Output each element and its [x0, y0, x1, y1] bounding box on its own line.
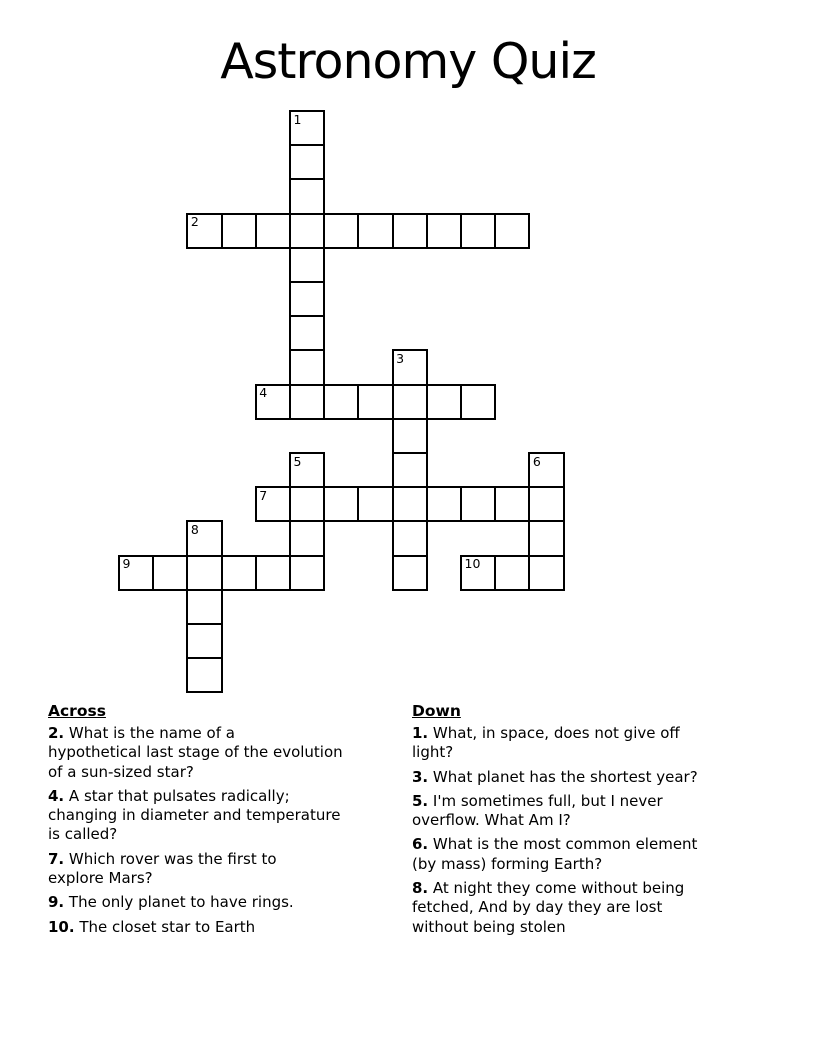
crossword-cell[interactable] — [289, 520, 325, 556]
clue-number: 4. — [48, 786, 65, 805]
clue-item — [412, 879, 770, 937]
crossword-cell[interactable] — [186, 555, 222, 591]
clue-item — [412, 835, 770, 874]
cell-number: 4 — [259, 385, 268, 401]
clue-line: (by mass) forming Earth? — [412, 854, 603, 873]
clue-line: 7. Which rover was the first to — [48, 849, 277, 868]
clue-line: 5. I'm sometimes full, but I never — [412, 791, 663, 810]
clue-item — [48, 724, 412, 782]
crossword-cell[interactable] — [392, 349, 428, 385]
clue-number: 8. — [412, 879, 429, 898]
crossword-cell[interactable] — [426, 213, 462, 249]
crossword-cell[interactable] — [460, 486, 496, 522]
clue-line: without being stolen — [412, 917, 566, 936]
crossword-cell[interactable] — [221, 555, 257, 591]
across-clue-list — [48, 724, 412, 937]
crossword-cell[interactable] — [392, 555, 428, 591]
down-clue-list — [412, 724, 770, 937]
clues-section — [48, 702, 770, 942]
clue-number: 9. — [48, 893, 65, 912]
clue-number: 7. — [48, 849, 65, 868]
clue-line: 10. The closet star to Earth — [48, 917, 256, 936]
cell-number: 1 — [293, 111, 302, 127]
clue-line: 1. What, in space, does not give off — [412, 724, 680, 742]
crossword-cell[interactable] — [186, 623, 222, 659]
clue-line: explore Mars? — [48, 869, 153, 888]
clues-down-column — [412, 702, 770, 942]
crossword-cell[interactable] — [289, 315, 325, 351]
crossword-cell[interactable] — [255, 213, 291, 249]
crossword-cell[interactable] — [528, 486, 564, 522]
crossword-cell[interactable] — [494, 213, 530, 249]
clue-number: 2. — [48, 724, 65, 742]
crossword-cell[interactable] — [460, 213, 496, 249]
crossword-cell[interactable] — [528, 555, 564, 591]
cell-number: 6 — [532, 453, 541, 469]
crossword-cell[interactable] — [392, 452, 428, 488]
cell-number: 10 — [464, 556, 481, 572]
clue-item — [412, 792, 770, 831]
clue-line: 2. What is the name of a — [48, 724, 235, 742]
crossword-cell[interactable] — [323, 384, 359, 420]
clue-line: changing in diameter and temperature — [48, 806, 341, 825]
clue-item — [412, 768, 770, 787]
crossword-cell[interactable] — [426, 384, 462, 420]
crossword-cell[interactable] — [186, 589, 222, 625]
crossword-cell[interactable] — [392, 486, 428, 522]
clue-line: 3. What planet has the shortest year? — [412, 767, 698, 786]
crossword-cell[interactable] — [323, 213, 359, 249]
clue-line: 8. At night they come without being — [412, 879, 685, 898]
crossword-cell[interactable] — [392, 418, 428, 454]
clue-line: 9. The only planet to have rings. — [48, 893, 294, 912]
crossword-cell[interactable] — [289, 144, 325, 180]
crossword-cell[interactable] — [460, 384, 496, 420]
crossword-cell[interactable] — [186, 213, 222, 249]
clues-across-column — [48, 702, 412, 942]
crossword-cell[interactable] — [289, 452, 325, 488]
crossword-cell[interactable] — [392, 384, 428, 420]
crossword-cell[interactable] — [289, 247, 325, 283]
crossword-cell[interactable] — [255, 555, 291, 591]
clue-line: 6. What is the most common element — [412, 835, 698, 854]
clue-line: light? — [412, 743, 454, 762]
clue-item — [412, 724, 770, 763]
crossword-cell[interactable] — [392, 520, 428, 556]
clue-line: fetched, And by day they are lost — [412, 898, 663, 917]
clue-line: overflow. What Am I? — [412, 811, 571, 830]
cell-number: 5 — [293, 453, 302, 469]
clue-line: 4. A star that pulsates radically; — [48, 786, 290, 805]
crossword-cell[interactable] — [152, 555, 188, 591]
clue-line: of a sun-sized star? — [48, 762, 194, 781]
clue-item — [48, 893, 412, 912]
crossword-cell[interactable] — [289, 349, 325, 385]
clue-line: hypothetical last stage of the evolution — [48, 743, 343, 762]
cell-number: 3 — [396, 350, 405, 366]
crossword-cell[interactable] — [289, 178, 325, 214]
clue-item — [48, 787, 412, 845]
crossword-cell[interactable] — [528, 520, 564, 556]
crossword-cell[interactable] — [118, 555, 154, 591]
crossword-cell[interactable] — [186, 520, 222, 556]
clue-number: 6. — [412, 835, 429, 854]
crossword-cell[interactable] — [289, 486, 325, 522]
crossword-cell[interactable] — [289, 555, 325, 591]
across-heading: Across — [48, 702, 106, 720]
crossword-cell[interactable] — [323, 486, 359, 522]
clue-line: is called? — [48, 825, 118, 844]
crossword-cell[interactable] — [289, 110, 325, 146]
crossword-cell[interactable] — [289, 281, 325, 317]
cell-number: 9 — [122, 556, 131, 572]
crossword-cell[interactable] — [460, 555, 496, 591]
crossword-cell[interactable] — [494, 486, 530, 522]
cell-number: 8 — [190, 521, 199, 537]
clue-number: 3. — [412, 767, 429, 786]
clue-item — [48, 850, 412, 889]
crossword-cell[interactable] — [221, 213, 257, 249]
page-title: Astronomy Quiz — [220, 33, 596, 90]
crossword-cell[interactable] — [357, 213, 393, 249]
cell-number: 7 — [259, 487, 268, 503]
crossword-cell[interactable] — [357, 486, 393, 522]
crossword-cell[interactable] — [255, 384, 291, 420]
crossword-cell[interactable] — [357, 384, 393, 420]
crossword-cell[interactable] — [528, 452, 564, 488]
crossword-cell[interactable] — [255, 486, 291, 522]
cell-number: 2 — [190, 214, 199, 230]
clue-number: 10. — [48, 917, 75, 936]
clue-item — [48, 918, 412, 937]
down-heading: Down — [412, 702, 461, 720]
clue-number: 5. — [412, 791, 429, 810]
clue-number: 1. — [412, 724, 429, 742]
crossword-cell[interactable] — [289, 213, 325, 249]
crossword-cell[interactable] — [494, 555, 530, 591]
crossword-cell[interactable] — [289, 384, 325, 420]
crossword-cell[interactable] — [186, 657, 222, 693]
crossword-cell[interactable] — [426, 486, 462, 522]
crossword-cell[interactable] — [392, 213, 428, 249]
